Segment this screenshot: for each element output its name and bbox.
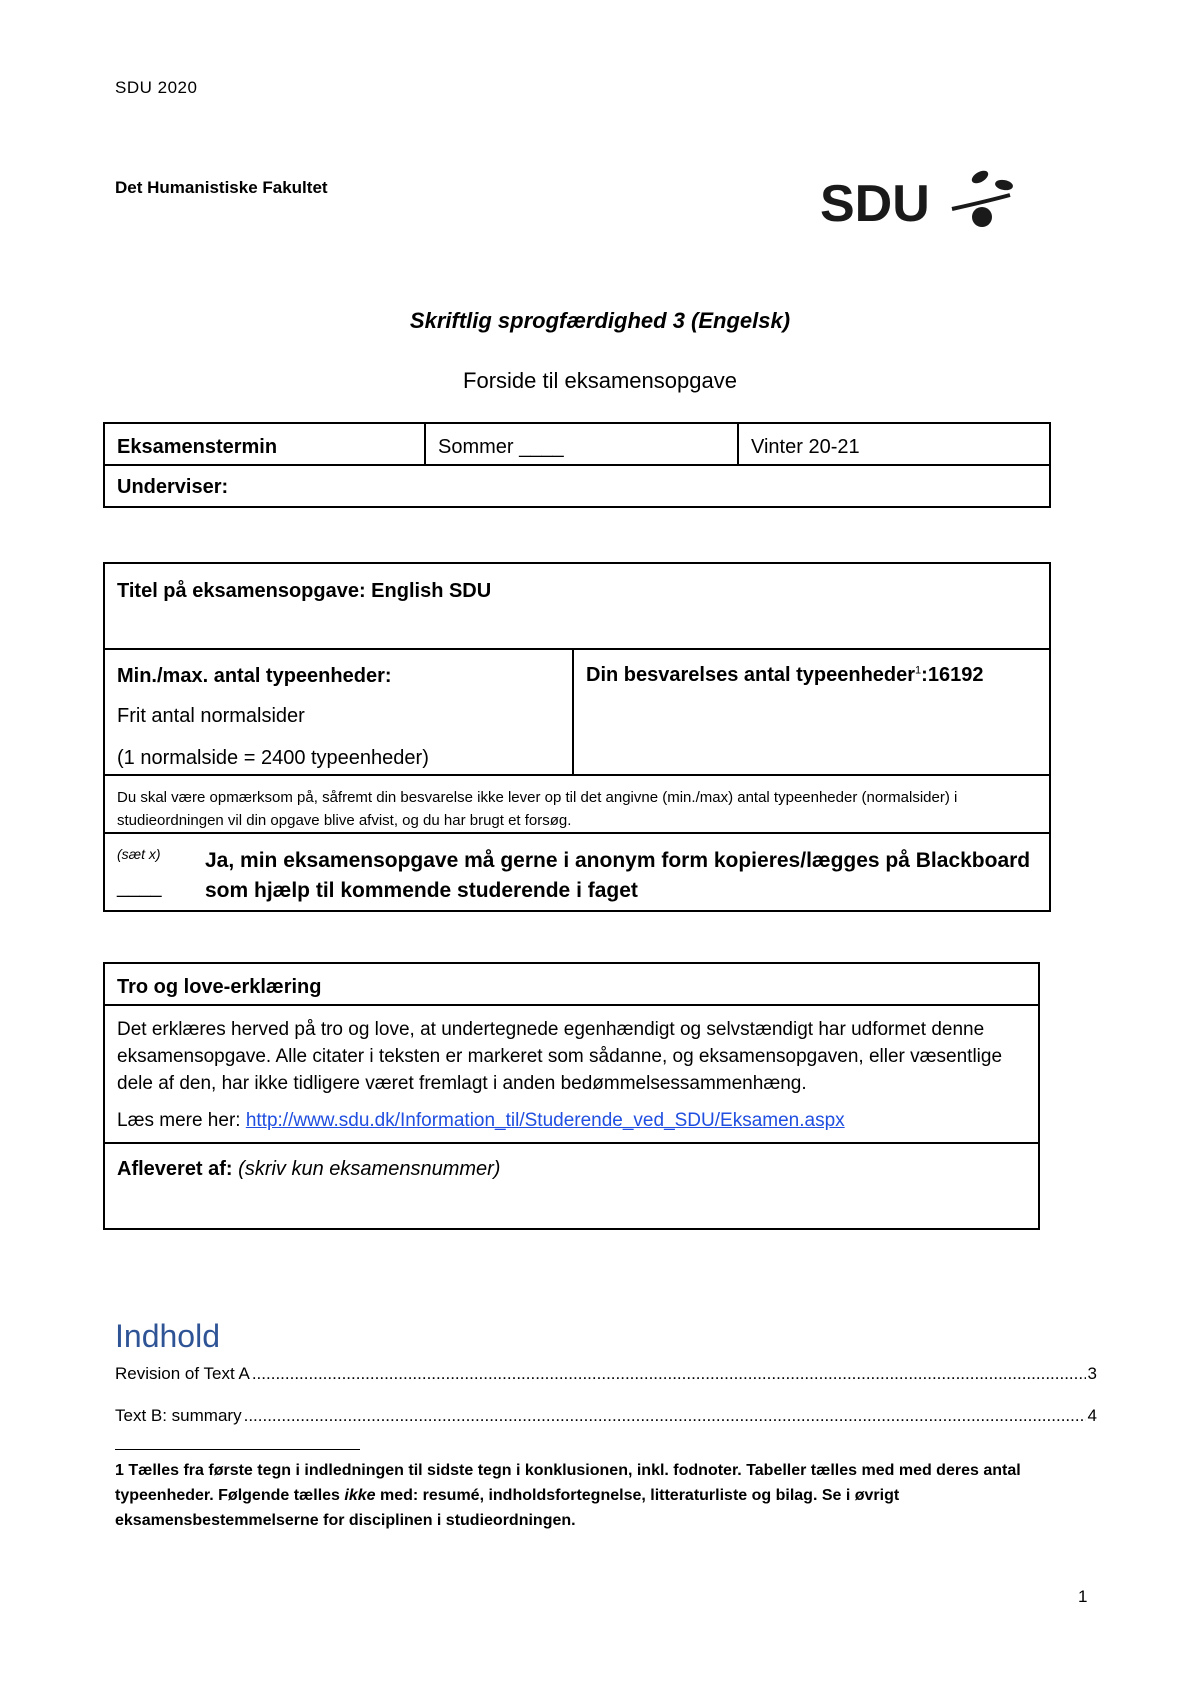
footnote-separator [115,1449,360,1450]
read-more-label: Læs mere her: [117,1110,246,1131]
count-warning: Du skal være opmærksom på, såfremt din besvarelse ikke lever op til det angivne (min./max) antal typeenheder (normalsider) i studieordningen vil din opgave blive afvist, og du har brugt et forsøg. [104,775,1050,833]
mark-label: (sæt x) [117,846,161,862]
declaration-heading: Tro og love-erklæring [104,963,1039,1005]
read-more-line [117,1107,1026,1134]
document-title: Skriftlig sprogfærdighed 3 (Engelsk) [409,308,791,333]
delivered-cell [104,1143,1039,1229]
count-value: :16192 [921,664,984,686]
normalside-info: (1 normalside = 2400 typeenheder) [117,747,429,769]
footnote-ref: 1 [915,664,922,677]
exam-info-link[interactable]: http://www.sdu.dk/Information_til/Studerende_ved_SDU/Eksamen.aspx [245,1110,845,1131]
declaration-table [103,962,1040,1230]
toc-leader [244,1406,1086,1426]
footnote-italic: ikke [344,1487,376,1504]
count-label: Din besvarelses antal typeenheder [586,664,916,686]
delivered-note: (skriv kun eksamensnummer) [238,1158,501,1180]
footnote-text-2: med: resumé, indholdsfortegnelse, litteraturliste og bilag. Se i øvrigt eksamensbestemmelserne for disciplinen i studieordningen. [115,1487,900,1529]
consent-cell [104,833,1050,911]
delivered-label: Afleveret af: [117,1158,233,1180]
olive-branch-icon [952,168,1014,227]
sdu-logo [820,165,1020,231]
free-pages: Frit antal normalsider [117,705,305,727]
toc-item-page: 4 [1087,1406,1097,1425]
teacher-label: Underviser: [104,465,1050,507]
consent-text: Ja, min eksamensopgave må gerne i anonym form kopieres/lægges på Blackboard som hjælp til kommende studerende i faget [205,849,1031,902]
minmax-label: Min./max. antal typeenheder: [117,665,392,687]
exam-term-label: Eksamenstermin [104,423,425,465]
toc-item[interactable] [115,1364,1097,1384]
toc-item[interactable] [115,1406,1097,1426]
header-year: SDU 2020 [115,78,198,97]
summer-term: Sommer ____ [425,423,738,465]
declaration-body: Det erklæres herved på tro og love, at undertegnede egenhændigt og selvstændigt har udformet denne eksamensopgave. Alle citater i teksten er markeret som sådanne, og eksamensopgaven, eller væsentlige dele af den, har ikke tidligere været fremlagt i anden bedømmelsessammenhæng. [117,1019,1003,1094]
toc-item-page: 3 [1087,1364,1097,1383]
assignment-table [103,562,1051,912]
faculty-name: Det Humanistiske Fakultet [115,178,328,197]
toc-leader [252,1364,1086,1384]
page-number: 1 [1078,1587,1088,1606]
declaration-body-cell [104,1005,1039,1143]
toc-item-label: Text B: summary [115,1406,242,1425]
document-subtitle: Forside til eksamensopgave [463,368,737,393]
winter-term: Vinter 20-21 [738,423,1050,465]
assignment-title: Titel på eksamensopgave: English SDU [104,563,1050,649]
footnote-text-1: 1 Tælles fra første tegn i indledningen til sidste tegn i konklusionen, inkl. fodnoter. Tabeller tælles med med deres antal typeenheder. Følgende tælles [115,1462,1021,1504]
toc-heading: Indhold [115,1318,220,1354]
toc-item-label: Revision of Text A [115,1364,250,1383]
footnote [115,1458,1100,1533]
logo-text: SDU [820,175,930,231]
count-cell [573,649,1050,775]
exam-term-table [103,422,1051,508]
minmax-cell [104,649,573,775]
mark-checkbox-line[interactable]: ____ [117,876,162,898]
